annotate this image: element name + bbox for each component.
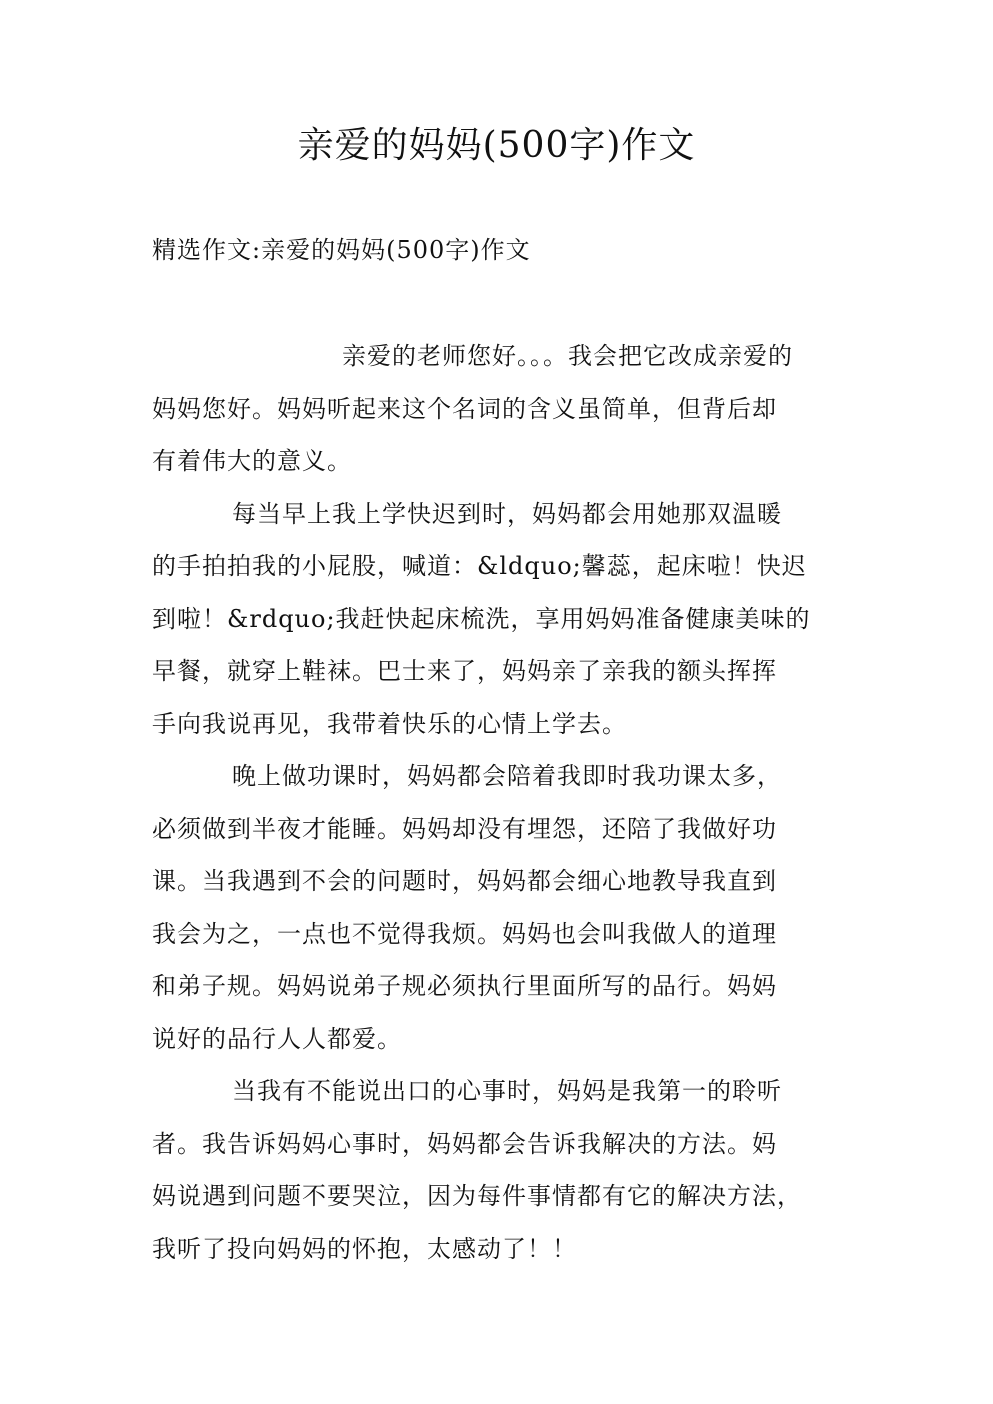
paragraph-line: 妈说遇到问题不要哭泣，因为每件事情都有它的解决方法，: [152, 1182, 802, 1210]
paragraph-line: 说好的品行人人都爱。: [152, 1024, 402, 1053]
paragraph-line: 当我有不能说出口的心事时，妈妈是我第一的聆听: [232, 1077, 782, 1105]
paragraph-line: 亲爱的老师您好。。。我会把它改成亲爱的: [342, 342, 793, 370]
document-title: 亲爱的妈妈(500字)作文: [297, 125, 696, 166]
essay-body: [152, 330, 842, 1275]
paragraph-line: 者。我告诉妈妈心事时，妈妈都会告诉我解决的方法。妈: [152, 1129, 777, 1158]
paragraph-1: [152, 330, 842, 488]
document-subtitle: 精选作文:亲爱的妈妈(500字)作文: [152, 236, 531, 264]
paragraph-line: 的手拍拍我的小屁股，喊道：&ldquo;馨蕊，起床啦！快迟: [152, 552, 807, 580]
paragraph-4: [152, 1065, 842, 1275]
paragraph-line: 妈妈您好。妈妈听起来这个名词的含义虽简单，但背后却: [152, 394, 777, 423]
paragraph-line: 早餐，就穿上鞋袜。巴士来了，妈妈亲了亲我的额头挥挥: [152, 657, 777, 685]
paragraph-line: 到啦！&rdquo;我赶快起床梳洗，享用妈妈准备健康美味的: [152, 604, 811, 633]
paragraph-line: 必须做到半夜才能睡。妈妈却没有埋怨，还陪了我做好功: [152, 814, 777, 843]
paragraph-line: 和弟子规。妈妈说弟子规必须执行里面所写的品行。妈妈: [152, 972, 777, 1000]
paragraph-line: 晚上做功课时，妈妈都会陪着我即时我功课太多，: [232, 762, 782, 790]
paragraph-3: [152, 750, 842, 1065]
paragraph-line: 我听了投向妈妈的怀抱，太感动了！！: [152, 1234, 577, 1263]
paragraph-line: 手向我说再见，我带着快乐的心情上学去。: [152, 709, 627, 738]
paragraph-2: [152, 488, 842, 751]
paragraph-line: 每当早上我上学快迟到时，妈妈都会用她那双温暖: [232, 499, 782, 528]
paragraph-line: 有着伟大的意义。: [152, 447, 352, 475]
paragraph-line: 课。当我遇到不会的问题时，妈妈都会细心地教导我直到: [152, 867, 777, 895]
paragraph-line: 我会为之，一点也不觉得我烦。妈妈也会叫我做人的道理: [152, 919, 777, 948]
